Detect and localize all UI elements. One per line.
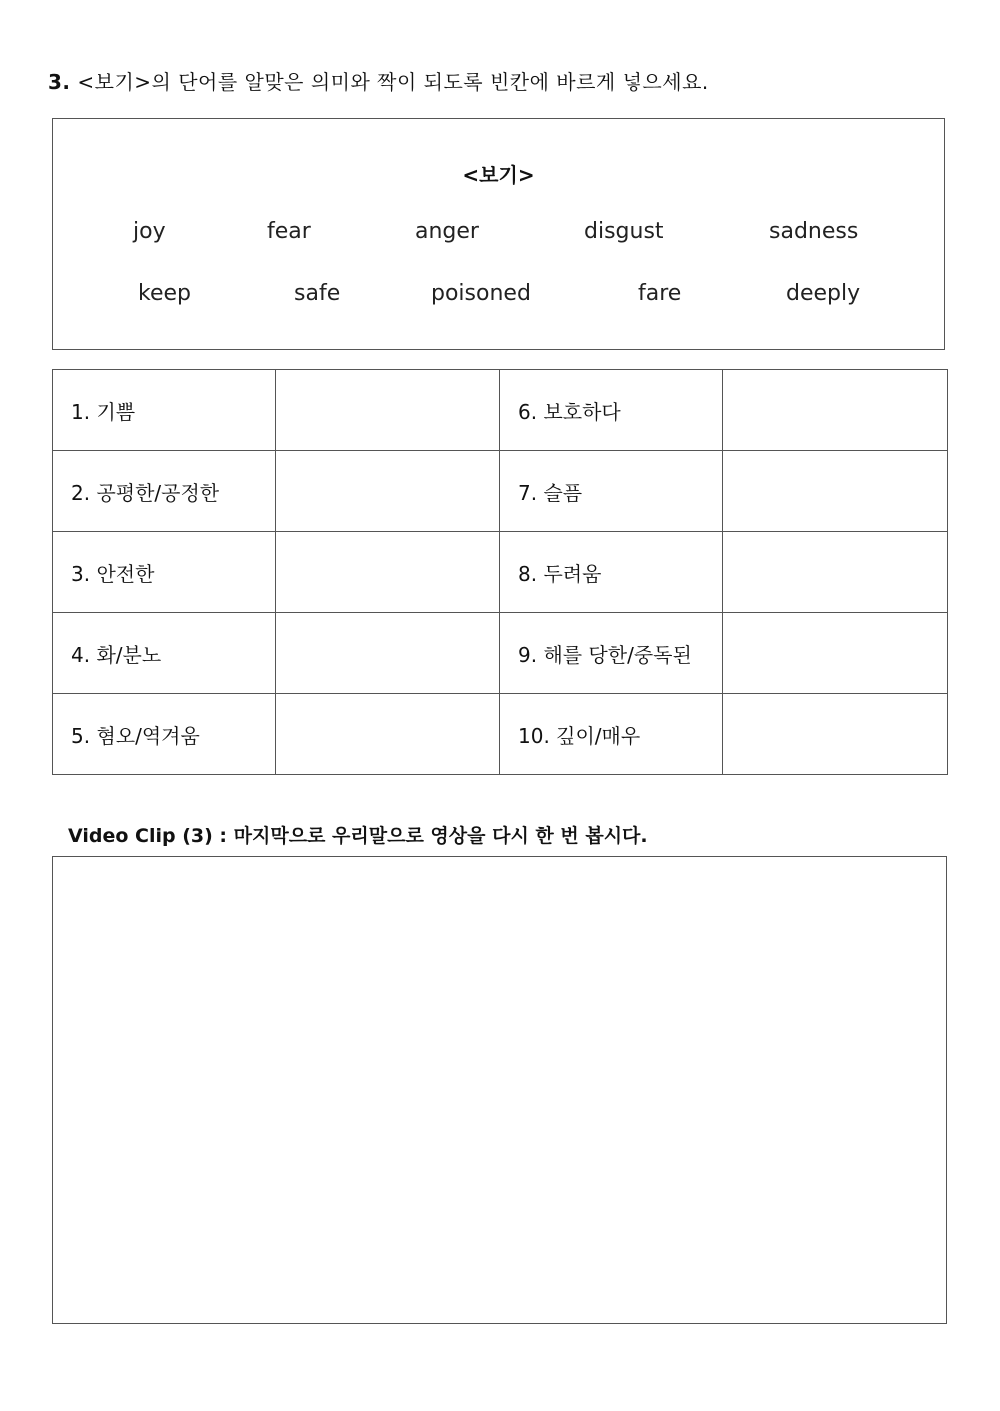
answer-cell[interactable] <box>723 613 948 694</box>
answer-input[interactable] <box>276 370 499 450</box>
word-bank-item: disgust <box>584 219 664 244</box>
answer-input[interactable] <box>276 532 499 612</box>
matching-table <box>52 369 948 775</box>
answer-cell[interactable] <box>723 370 948 451</box>
meaning-cell: 3. 안전한 <box>53 532 276 613</box>
word-bank-item: fare <box>638 281 682 306</box>
table-row <box>53 532 948 613</box>
answer-cell[interactable] <box>276 532 500 613</box>
table-row <box>53 370 948 451</box>
meaning-cell: 1. 기쁨 <box>53 370 276 451</box>
answer-cell[interactable] <box>276 613 500 694</box>
meaning-cell: 8. 두려움 <box>500 532 723 613</box>
answer-input[interactable] <box>723 451 947 531</box>
meaning-cell: 2. 공평한/공정한 <box>53 451 276 532</box>
word-bank-item: keep <box>138 281 191 306</box>
video-area[interactable] <box>52 856 947 1324</box>
answer-input[interactable] <box>723 613 947 693</box>
answer-cell[interactable] <box>723 694 948 775</box>
video-clip-title: Video Clip (3) : 마지막으로 우리말으로 영상을 다시 한 번 봅시다. <box>68 825 648 847</box>
answer-cell[interactable] <box>276 694 500 775</box>
meaning-cell: 5. 혐오/역겨움 <box>53 694 276 775</box>
word-bank-item: safe <box>294 281 341 306</box>
word-bank-item: anger <box>415 219 479 244</box>
answer-input[interactable] <box>276 613 499 693</box>
answer-cell[interactable] <box>276 370 500 451</box>
meaning-cell: 7. 슬픔 <box>500 451 723 532</box>
word-bank-item: poisoned <box>431 281 531 306</box>
table-row <box>53 451 948 532</box>
table-row <box>53 694 948 775</box>
meaning-cell: 6. 보호하다 <box>500 370 723 451</box>
answer-input[interactable] <box>723 532 947 612</box>
instruction <box>48 66 709 95</box>
answer-cell[interactable] <box>723 532 948 613</box>
meaning-cell: 4. 화/분노 <box>53 613 276 694</box>
question-number: 3. <box>48 70 71 94</box>
instruction-text: <보기>의 단어를 알맞은 의미와 짝이 되도록 빈칸에 바르게 넣으세요. <box>77 70 709 94</box>
meaning-cell: 9. 해를 당한/중독된 <box>500 613 723 694</box>
answer-input[interactable] <box>276 451 499 531</box>
answer-cell[interactable] <box>723 451 948 532</box>
table-row <box>53 613 948 694</box>
word-bank-box <box>52 118 945 350</box>
word-bank-item: deeply <box>786 281 861 306</box>
word-bank-item: sadness <box>769 219 859 244</box>
answer-input[interactable] <box>276 694 499 774</box>
answer-input[interactable] <box>723 694 947 774</box>
word-bank-title: <보기> <box>462 163 535 187</box>
meaning-cell: 10. 깊이/매우 <box>500 694 723 775</box>
answer-input[interactable] <box>723 370 947 450</box>
word-bank-item: fear <box>267 219 311 244</box>
answer-cell[interactable] <box>276 451 500 532</box>
word-bank-item: joy <box>133 219 166 244</box>
